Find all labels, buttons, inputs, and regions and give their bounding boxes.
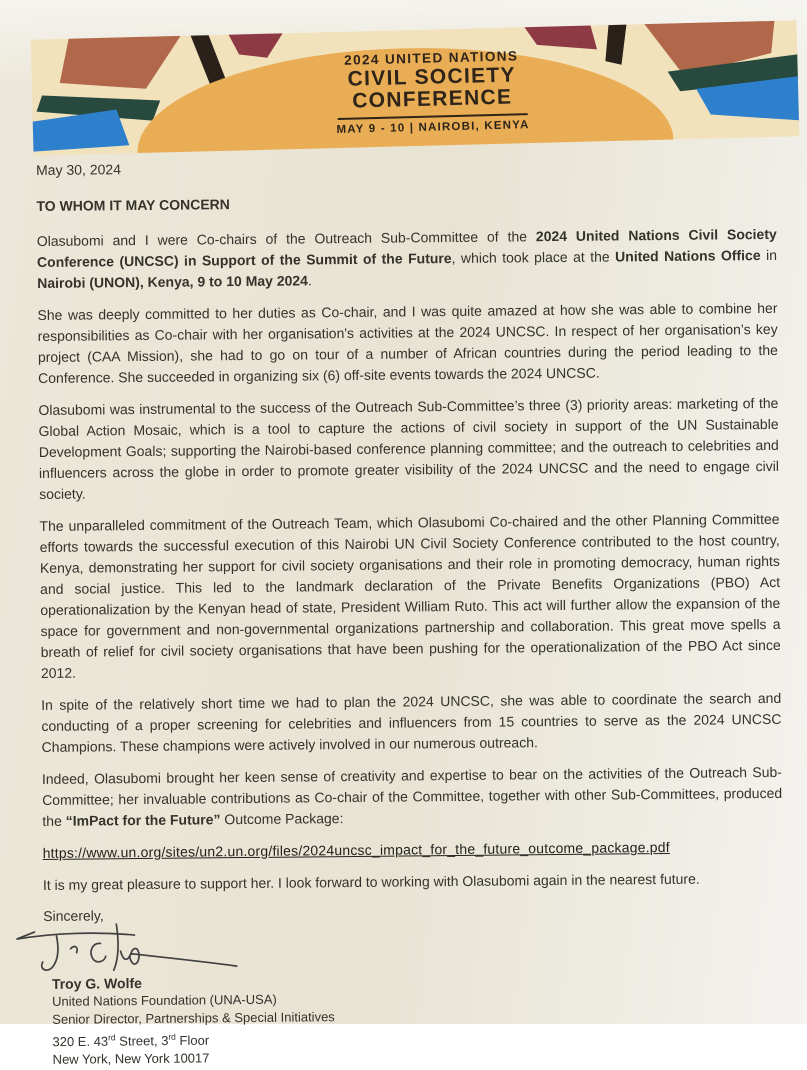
banner-title-line3: CONFERENCE [352, 85, 513, 113]
handwritten-signature [10, 919, 251, 979]
signature-block [44, 968, 785, 1069]
paragraph-4: The unparalleled commitment of the Outreach Team, which Olasubomi Co-chaired and the other Planning Committee efforts towards the successful execution of this Nairobi UN Civil Society Conference contributed to the host country, Kenya, demonstrating her support for civil society organisations and their role in promoting democracy, human rights and social justice. This led to the landmark declaration of the Private Benefits Organizations (PBO) Act operationalization by the Kenyan head of state, President William Ruto. This act will further allow the expansion of the space for government and non-governmental organizations partnership and collaboration. This great move spells a breath of relief for civil society organisations that have been pushing for the operationalization of the PBO Act since 2012. [39, 510, 781, 681]
banner-shape-black-ray-right [604, 25, 627, 66]
signer-address-line1: 320 E. 43rd Street, 3rd Floor [52, 1031, 210, 1050]
banner-title-block [271, 48, 593, 138]
signer-name: Troy G. Wolfe [51, 975, 142, 992]
banner-title-line1: 2024 UNITED NATIONS [344, 48, 519, 68]
paragraph-3: Olasubomi was instrumental to the success of the Outreach Sub-Committee’s three (3) priority areas: marketing of the Global Action Mosaic, which is a tool to capture the actions of civil society in support of the UN Sustainable Development Goals; supporting the Nairobi-based conference planning committee; and the outreach to celebrities and influencers across the globe in order to promote greater visibility of the 2024 UNCSC and the need to engage civil society. [38, 394, 780, 502]
paragraph-6: Indeed, Olasubomi brought her keen sense of creativity and expertise to bear on the activities of the Outreach Sub-Committee; her invaluable contributions as Co-chair of the Committee, together with other Sub-Committees, produced the “ImPact for the Future” Outcome Package: [41, 763, 783, 829]
banner-tagline: MAY 9 - 10 | NAIROBI, KENYA [336, 119, 530, 136]
banner-title-line2: CIVIL SOCIETY [347, 63, 517, 91]
signer-address-line2: New York, New York 10017 [52, 1050, 210, 1068]
outcome-package-link[interactable]: https://www.un.org/sites/un2.un.org/files/2024uncsc_impact_for_the_future_outcome_package.pdf [42, 838, 670, 861]
signer-role: Senior Director, Partnerships & Special Initiatives [52, 1009, 335, 1027]
letter-content [36, 153, 785, 1069]
letter-salutation: TO WHOM IT MAY CONCERN [36, 196, 230, 214]
closing-paragraph: It is my great pleasure to support her. I look forward to working with Olasubomi again in the nearest future. [42, 870, 700, 893]
banner-shape-terracotta-left [59, 36, 182, 91]
paragraph-5: In spite of the relatively short time we had to plan the 2024 UNCSC, she was able to coordinate the search and conducting of a proper screening for celebrities and influencers from 15 countries to serve as the 2024 UNCSC Champions. These champions were actively involved in our numerous outreach. [41, 689, 782, 755]
paragraph-2: She was deeply committed to her duties as Co-chair, and I was quite amazed at how she was able to combine her responsibilities as Co-chair with her organisation's activities at the 2024 UNCSC. In respect of her organisation’s key project (CAA Mission), she had to go on tour of a number of African countries during the period leading to the Conference. She succeeded in organizing six (6) off-site events towards the 2024 UNCSC. [37, 299, 778, 386]
conference-banner [31, 20, 800, 155]
paragraph-1: Olasubomi and I were Co-chairs of the Outreach Sub-Committee of the 2024 United Nations Civil Society Conference (UNCSC) in Support of the Summit of the Future, which took place at the United Nations Office in Nairobi (UNON), Kenya, 9 to 10 May 2024. [36, 225, 778, 291]
banner-shape-blue-left [32, 109, 129, 151]
signoff: Sincerely, [43, 907, 104, 924]
letter-date: May 30, 2024 [36, 161, 122, 178]
signer-organization: United Nations Foundation (UNA-USA) [52, 991, 277, 1009]
outcome-package-link-line [43, 836, 783, 864]
